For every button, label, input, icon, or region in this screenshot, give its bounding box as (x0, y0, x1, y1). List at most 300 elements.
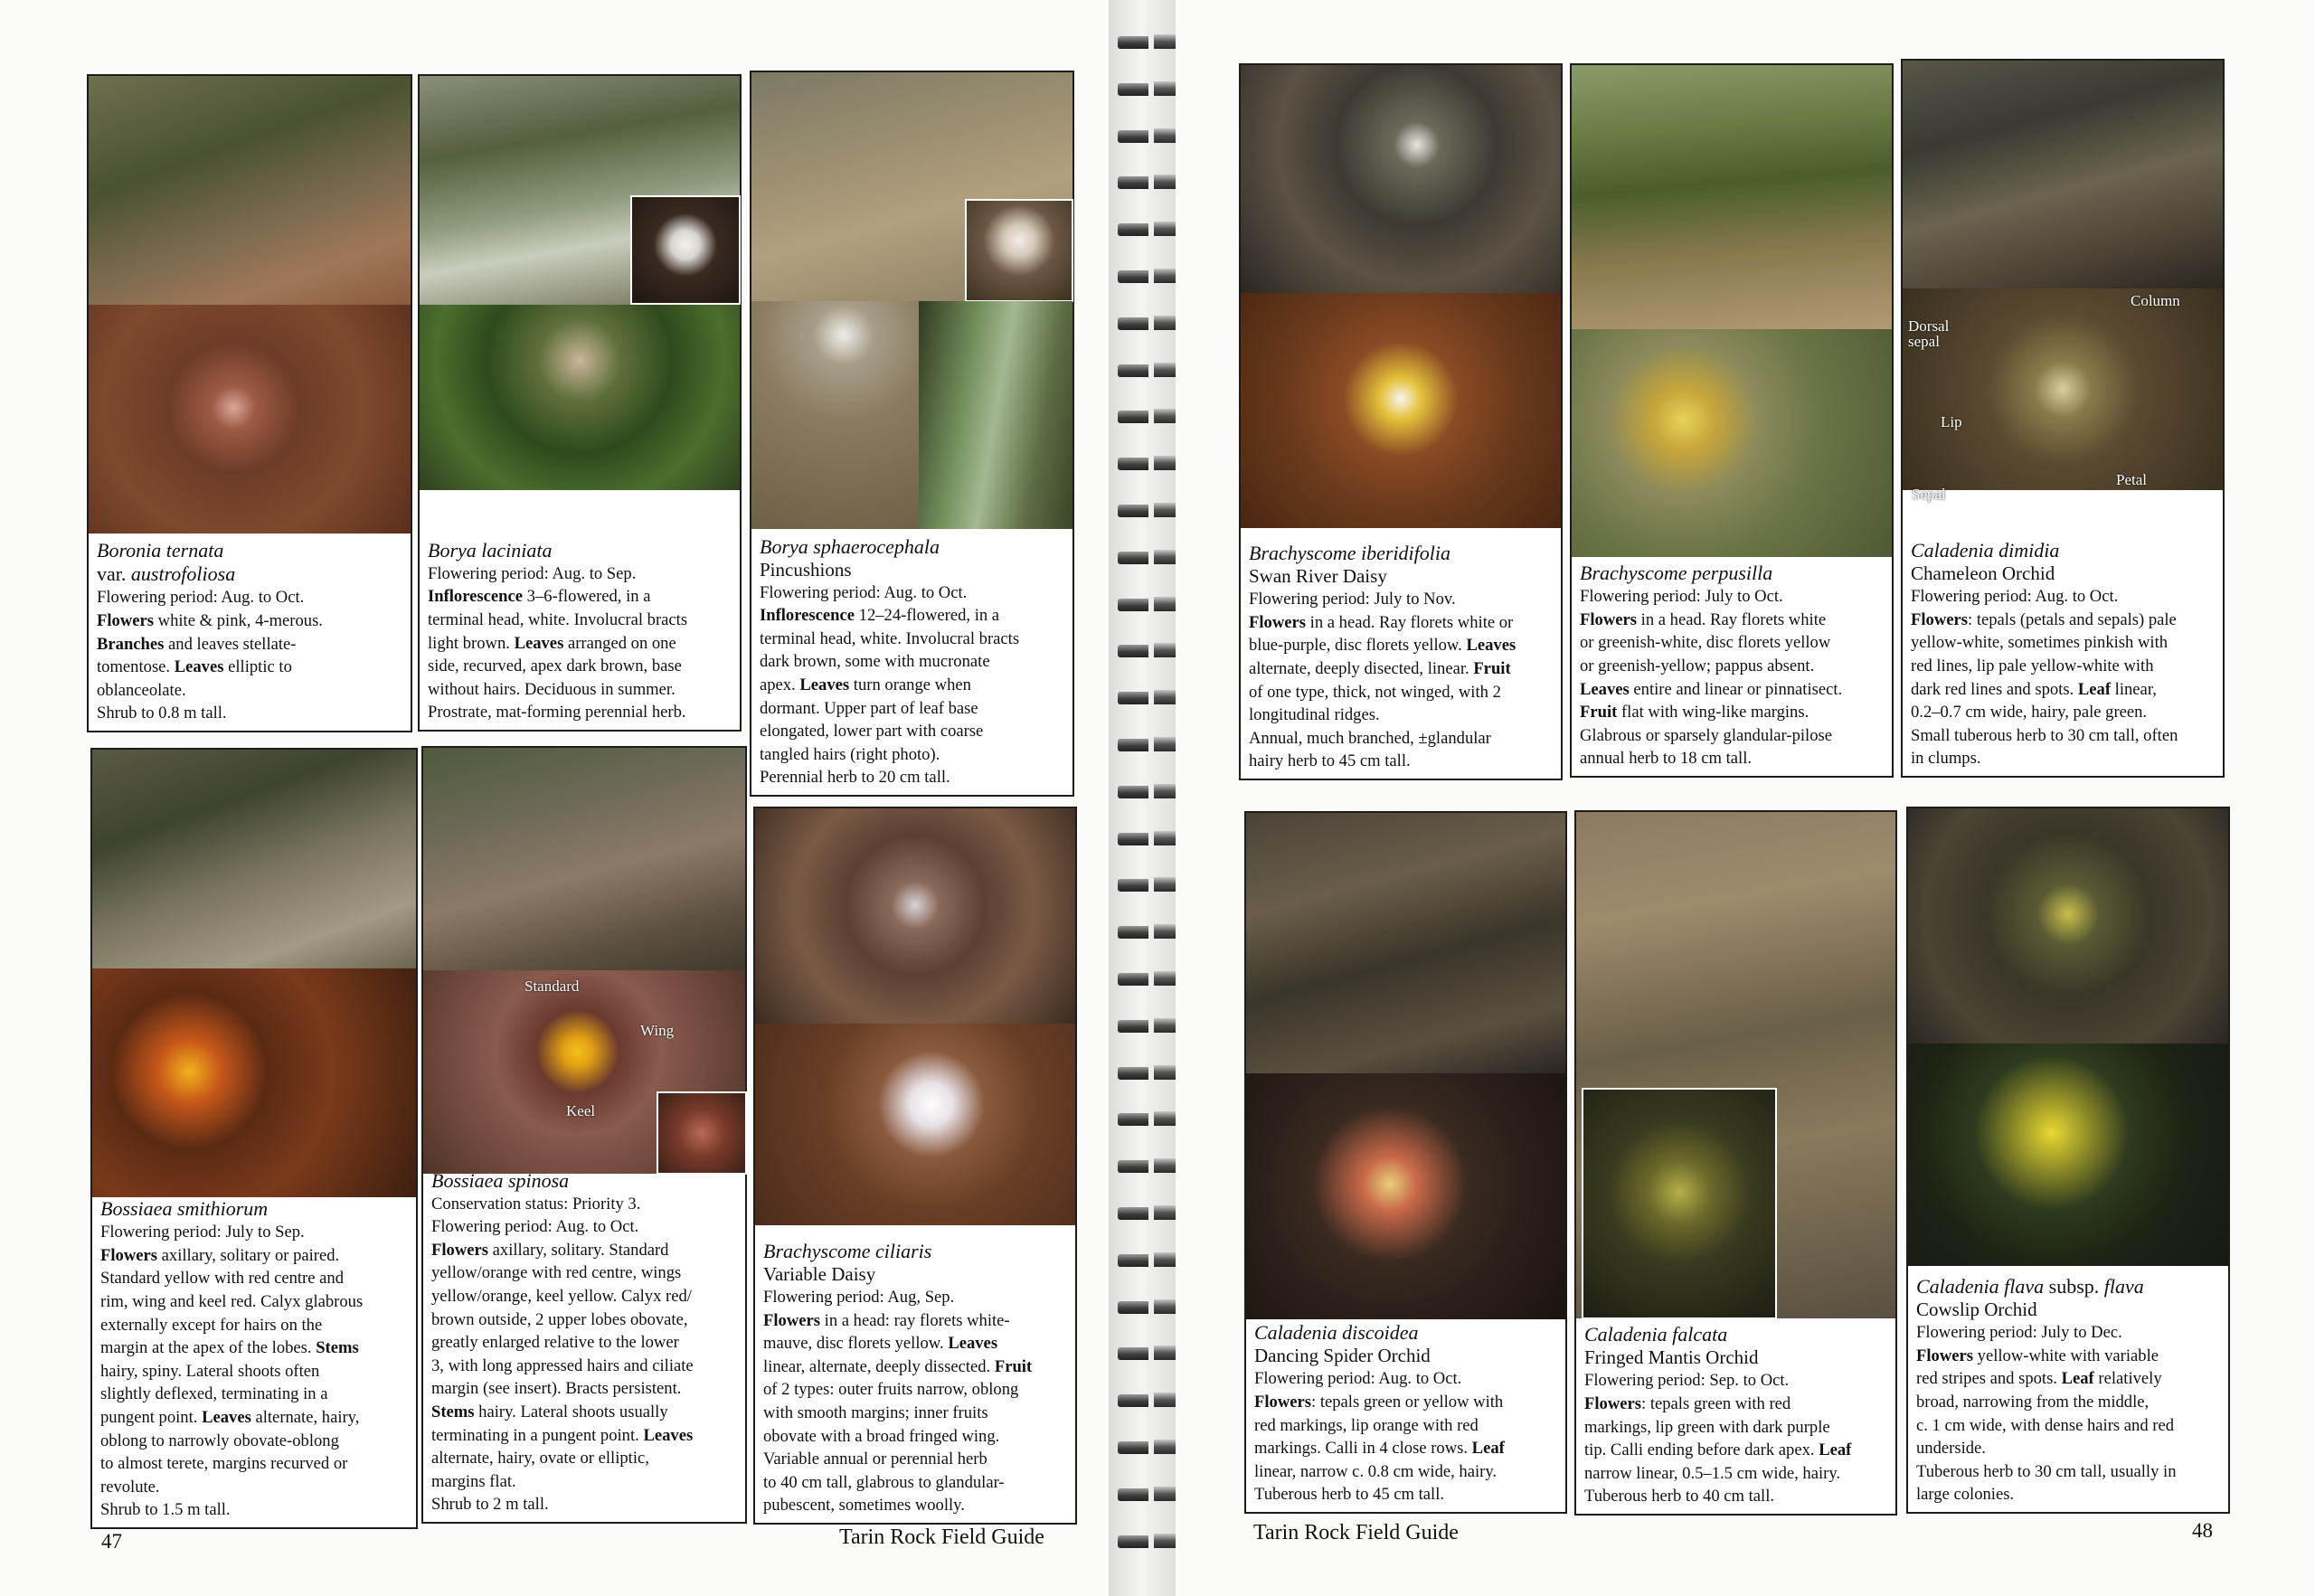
description-line (1916, 1483, 2221, 1506)
description-text: pubescent, sometimes woolly. (763, 1496, 965, 1516)
caption (751, 533, 1072, 795)
bold-term: Fruit (1473, 659, 1511, 679)
scientific-name: Brachyscome ciliaris (763, 1240, 932, 1263)
description-text: yellow-white, sometimes pinkish with (1911, 633, 2169, 653)
description-line (431, 1401, 738, 1424)
description-line (1911, 701, 2216, 724)
description-line (763, 1471, 1068, 1495)
species-entry-caladenia-dimidia (1901, 59, 2225, 778)
variety-name: austrofoliosa (130, 562, 236, 586)
bold-term: Flowers (97, 611, 154, 631)
species-name (1254, 1321, 1558, 1345)
species-name (763, 1240, 1068, 1263)
description-line (760, 766, 1065, 789)
page-footer: Tarin Rock Field Guide (839, 1525, 1044, 1549)
description-line (428, 609, 732, 632)
bold-term: Leaves (174, 657, 224, 677)
description-line (428, 701, 732, 724)
bold-term: Leaves (948, 1334, 998, 1354)
photo-label-keel: Keel (566, 1102, 596, 1119)
flower-inset-photo (965, 199, 1073, 302)
description-text: Flowering period: Aug. to Oct. (97, 588, 305, 608)
description-line (431, 1193, 738, 1216)
description-text: of one type, thick, not winged, with 2 (1249, 682, 1501, 702)
description-line (763, 1286, 1068, 1309)
description-text: in clumps. (1911, 749, 1981, 769)
description-text: externally except for hairs on the (100, 1315, 323, 1335)
description-text: revolute. (100, 1477, 160, 1497)
description-line (100, 1406, 409, 1430)
description-text: Prostrate, mat-forming perennial herb. (428, 703, 686, 722)
plant-photo (420, 305, 740, 490)
description-line (760, 581, 1065, 605)
bold-term: Fruit (1580, 703, 1618, 722)
description-line (1249, 588, 1554, 611)
description-line (1584, 1416, 1888, 1440)
description-text: to almost terete, margins recurved or (100, 1454, 348, 1474)
description-line (763, 1425, 1068, 1449)
description-line (1254, 1391, 1558, 1414)
description-text: Flowering period: Aug. to Oct. (1254, 1369, 1462, 1389)
description-text: Conservation status: Priority 3. (431, 1194, 641, 1214)
description-line (1916, 1391, 2221, 1414)
description-line (1249, 634, 1554, 657)
species-name (1584, 1323, 1888, 1346)
description-text: Shrub to 0.8 m tall. (97, 704, 227, 723)
right-page (1176, 0, 2315, 1596)
description-text: markings, lip green with dark purple (1584, 1417, 1830, 1437)
description-line (760, 720, 1065, 743)
description-text: Tuberous herb to 40 cm tall. (1584, 1487, 1775, 1506)
description-text: hairy herb to 45 cm tall. (1249, 751, 1411, 771)
species-entry-borya-laciniata (418, 74, 742, 732)
bold-term: Branches (97, 634, 165, 654)
description-text: : tepals green or yellow with (1311, 1393, 1504, 1412)
scientific-name: Brachyscome perpusilla (1580, 562, 1773, 585)
description-text: red markings, lip orange with red (1254, 1415, 1479, 1435)
description-text: pungent point. (100, 1408, 203, 1428)
description-line (97, 702, 403, 725)
description-line (97, 656, 403, 679)
description-line (1584, 1462, 1888, 1486)
description-text: Variable annual or perennial herb (763, 1450, 987, 1469)
description-text: tangled hairs (right photo). (760, 744, 940, 764)
flower-photo (1908, 1044, 2228, 1266)
species-name (1911, 539, 2216, 562)
description-line (760, 604, 1065, 628)
description-text: greatly enlarged relative to the lower (431, 1333, 679, 1353)
description-line (1254, 1483, 1558, 1506)
description-text: Flowering period: Aug. to Oct. (431, 1217, 639, 1237)
description-text: Flowering period: July to Nov. (1249, 590, 1456, 609)
description-text: with smooth margins; inner fruits (763, 1403, 988, 1423)
description-line (1916, 1345, 2221, 1368)
caption (1246, 1318, 1565, 1512)
description-line (431, 1470, 738, 1494)
description-text: obovate with a broad fringed wing. (763, 1426, 1000, 1446)
description-text: linear, alternate, deeply dissected. (763, 1356, 995, 1376)
description-line (1249, 704, 1554, 727)
description-line (1916, 1367, 2221, 1391)
bold-term: Flowers (431, 1240, 488, 1260)
common-name: Pincushions (760, 558, 852, 581)
description-text: yellow/orange, keel yellow. Calyx red/ (431, 1287, 692, 1307)
description-line (100, 1476, 409, 1499)
bold-term: Stems (431, 1402, 475, 1422)
description-text: entire and linear or pinnatisect. (1629, 679, 1843, 699)
caption (1576, 1320, 1895, 1514)
scientific-name: Borya laciniata (428, 538, 553, 562)
description-line (428, 562, 732, 586)
description-line (428, 632, 732, 656)
photo-label-petal: Petal (2116, 471, 2147, 488)
bold-term: Inflorescence (428, 587, 523, 607)
description-line (763, 1448, 1068, 1471)
description-line (1584, 1393, 1888, 1416)
bold-term: Flowers (1254, 1393, 1311, 1412)
description-text: Flowering period: July to Dec. (1916, 1323, 2122, 1343)
description-text: tomentose. (97, 657, 175, 677)
description-text: underside. (1916, 1439, 1986, 1459)
description-line (431, 1424, 738, 1448)
flower-photo (92, 968, 416, 1197)
description-text: Flowering period: Aug, Sep. (763, 1288, 955, 1308)
photo-label-column: Column (2131, 292, 2180, 309)
description-line (431, 1493, 738, 1516)
flower-photo (1246, 1073, 1565, 1319)
description-text: red stripes and spots. (1916, 1369, 2062, 1389)
description-text: terminal head, white. Involucral bracts (428, 610, 688, 630)
description-text: 12–24-flowered, in a (855, 606, 1000, 626)
description-text: alternate, hairy, ovate or elliptic, (431, 1449, 649, 1469)
species-entry-caladenia-discoidea (1244, 811, 1567, 1514)
description-text: margin at the apex of the lobes. (100, 1338, 317, 1358)
habitat-photo (1572, 65, 1892, 329)
description-line (1580, 724, 1885, 748)
variety-prefix: var. (97, 562, 127, 586)
description-line (100, 1360, 409, 1384)
bold-term: Leaves (202, 1408, 251, 1428)
description-text: Flowering period: July to Oct. (1580, 587, 1783, 607)
flower-photo (1241, 293, 1561, 528)
species-entry-brachyscome-iberidifolia (1239, 63, 1563, 780)
description-text: alternate, hairy, (250, 1408, 360, 1428)
description-line (97, 633, 403, 656)
description-line (431, 1239, 738, 1262)
description-line (428, 585, 732, 609)
species-name (1916, 1275, 2221, 1299)
description-text: narrow linear, 0.5–1.5 cm wide, hairy. (1584, 1463, 1841, 1483)
flower-photo (1572, 329, 1892, 557)
habitat-photo (92, 750, 416, 968)
description-text: or greenish-yellow; pappus absent. (1580, 656, 1815, 676)
bold-term: Stems (316, 1338, 359, 1358)
variety-line (97, 562, 403, 586)
description-line (100, 1290, 409, 1314)
description-line (431, 1355, 738, 1378)
bold-term: Leaves (1580, 679, 1630, 699)
scientific-name: Brachyscome iberidifolia (1249, 542, 1451, 565)
description-line (431, 1261, 738, 1285)
description-text: brown outside, 2 upper lobes obovate, (431, 1309, 688, 1329)
description-text: in a head: ray florets white- (820, 1310, 1010, 1330)
description-line (1580, 701, 1885, 724)
description-line (1254, 1367, 1558, 1391)
description-line (1580, 631, 1885, 655)
species-name (97, 539, 403, 562)
common-name: Variable Daisy (763, 1263, 876, 1286)
description-text: arranged on one (563, 633, 676, 653)
description-line (1911, 655, 2216, 678)
description-line (760, 628, 1065, 651)
species-name (100, 1197, 409, 1221)
description-line (1249, 750, 1554, 773)
description-text: turn orange when (849, 675, 971, 695)
description-line (1580, 678, 1885, 702)
description-line (763, 1355, 1068, 1379)
description-line (97, 609, 403, 633)
description-text: terminal head, white. Involucral bracts (760, 628, 1020, 648)
common-name: Swan River Daisy (1249, 565, 1387, 588)
description-text: oblong to narrowly obovate-oblong (100, 1431, 339, 1450)
description-text: blue-purple, disc florets yellow. (1249, 636, 1467, 656)
description-line (763, 1332, 1068, 1355)
description-line (763, 1378, 1068, 1402)
description-line (97, 679, 403, 703)
common-name: Dancing Spider Orchid (1254, 1345, 1431, 1367)
description-line (1584, 1439, 1888, 1462)
description-line (1249, 681, 1554, 704)
bold-term: Flowers (1584, 1394, 1641, 1414)
description-text: Flowering period: July to Sep. (100, 1223, 305, 1242)
description-line (431, 1308, 738, 1332)
species-name (431, 1169, 738, 1193)
description-text: broad, narrowing from the middle, (1916, 1393, 2150, 1412)
description-line (760, 743, 1065, 767)
description-text: side, recurved, apex dark brown, base (428, 656, 682, 676)
description-line (1584, 1369, 1888, 1393)
description-text: Shrub to 1.5 m tall. (100, 1500, 231, 1520)
description-line (100, 1244, 409, 1268)
bold-term: Leaf (1471, 1439, 1505, 1459)
description-line (1254, 1460, 1558, 1484)
description-line (763, 1402, 1068, 1425)
caption (1908, 1272, 2228, 1512)
description-line (1916, 1460, 2221, 1484)
flower-inset-photo (1582, 1088, 1777, 1319)
leaf-base-photo (919, 301, 1072, 529)
description-text: flat with wing-like margins. (1617, 703, 1809, 722)
caption (420, 536, 740, 730)
description-line (1911, 631, 2216, 655)
left-page (0, 0, 1153, 1596)
description-line (100, 1383, 409, 1406)
habitat-photo (423, 748, 745, 970)
description-text: apex. (760, 675, 800, 695)
description-text: rim, wing and keel red. Calyx glabrous (100, 1292, 364, 1312)
bold-term: Flowers (1916, 1346, 1973, 1365)
description-line (1254, 1414, 1558, 1438)
bold-term: Flowers (1580, 609, 1637, 629)
bold-term: Flowers (1911, 609, 1968, 629)
page-number: 47 (101, 1530, 122, 1553)
description-text: in a head. Ray florets white (1637, 609, 1827, 629)
description-line (1911, 724, 2216, 748)
species-entry-bossiaea-spinosa (421, 746, 747, 1524)
page-number: 48 (2192, 1519, 2213, 1542)
description-text: to 40 cm tall, glabrous to glandular- (763, 1472, 1005, 1492)
species-entry-borya-sphaerocephala (750, 71, 1074, 797)
photo-label-wing: Wing (640, 1022, 675, 1039)
habitat-photo (89, 76, 411, 305)
common-name: Cowslip Orchid (1916, 1299, 2037, 1321)
description-text: of 2 types: outer fruits narrow, oblong (763, 1380, 1019, 1400)
description-line (100, 1221, 409, 1244)
description-line (760, 674, 1065, 697)
description-text: : tepals green with red (1641, 1394, 1791, 1414)
description-text: markings. Calli in 4 close rows. (1254, 1439, 1472, 1459)
scientific-name: Caladenia falcata (1584, 1323, 1728, 1346)
description-line (1916, 1414, 2221, 1438)
description-line (1911, 585, 2216, 609)
species-entry-caladenia-falcata (1574, 810, 1897, 1516)
description-text: linear, (2111, 679, 2157, 699)
habitat-photo (1908, 808, 2228, 1044)
description-text: mauve, disc florets yellow. (763, 1334, 949, 1354)
species-entry-caladenia-flava (1906, 807, 2230, 1514)
species-name (1249, 542, 1554, 565)
description-text: Perennial herb to 20 cm tall. (760, 768, 950, 788)
description-text: and leaves stellate- (168, 634, 297, 654)
species-name (760, 535, 1065, 559)
bold-term: Flowers (763, 1310, 820, 1330)
description-text: annual herb to 18 cm tall. (1580, 749, 1753, 769)
scientific-name: Boronia ternata (97, 539, 224, 562)
description-text: without hairs. Deciduous in summer. (428, 679, 676, 699)
description-line (1249, 727, 1554, 751)
caption (423, 1166, 745, 1522)
description-text: Annual, much branched, ±glandular (1249, 728, 1491, 748)
flower-photo (89, 305, 411, 534)
description-text: 3–6-flowered, in a (523, 587, 651, 607)
description-line (1580, 585, 1885, 609)
species-name (428, 539, 732, 562)
description-text: : tepals (petals and sepals) pale (1968, 609, 2177, 629)
description-line (431, 1447, 738, 1470)
description-line (1911, 678, 2216, 702)
description-text: relatively (2093, 1369, 2162, 1389)
description-text: Flowering period: Aug. to Oct. (760, 582, 968, 602)
description-text: linear, narrow c. 0.8 cm wide, hairy. (1254, 1461, 1498, 1481)
species-entry-boronia-ternata (87, 74, 412, 732)
habitat-photo (1246, 813, 1565, 1073)
bold-term: Leaves (799, 675, 850, 695)
description-line (97, 586, 403, 609)
calyx-inset-photo (657, 1091, 747, 1175)
description-text: 0.2–0.7 cm wide, hairy, pale green. (1911, 703, 2148, 722)
description-line (1911, 609, 2216, 632)
description-line (1916, 1437, 2221, 1460)
species-entry-brachyscome-ciliaris (753, 807, 1077, 1525)
description-line (1584, 1485, 1888, 1508)
common-name: Chameleon Orchid (1911, 562, 2055, 585)
scientific-name: Bossiaea smithiorum (100, 1197, 269, 1221)
scientific-name: Borya sphaerocephala (760, 534, 940, 558)
description-line (431, 1285, 738, 1308)
description-text: yellow/orange with red centre, wings (431, 1263, 682, 1283)
description-text: slightly deflexed, terminating in a (100, 1384, 328, 1404)
description-line (431, 1331, 738, 1355)
bold-term: Leaf (2077, 679, 2112, 699)
bold-term: Leaf (2061, 1369, 2094, 1389)
description-line (100, 1336, 409, 1360)
bold-term: Leaves (1466, 636, 1517, 656)
bold-term: Flowers (100, 1245, 157, 1265)
scientific-name: Caladenia discoidea (1254, 1321, 1419, 1345)
description-line (100, 1314, 409, 1337)
description-text: dark brown, some with mucronate (760, 652, 990, 672)
caption (92, 1195, 416, 1527)
description-text: Flowering period: Aug. to Sep. (428, 563, 637, 583)
description-text: light brown. (428, 633, 515, 653)
description-text: Glabrous or sparsely glandular-pilose (1580, 725, 1832, 745)
page-footer: Tarin Rock Field Guide (1253, 1521, 1459, 1544)
description-text: margins flat. (431, 1471, 516, 1491)
caption (1903, 536, 2223, 776)
description-text: alternate, deeply disected, linear. (1249, 659, 1474, 679)
description-line (1580, 655, 1885, 678)
photo-label-standard: Standard (524, 977, 580, 995)
description-line (100, 1498, 409, 1522)
scientific-name: Caladenia flava (1916, 1275, 2045, 1299)
description-text: elongated, lower part with coarse (760, 722, 984, 741)
photo-label-dorsal-sepal: Dorsal sepal (1908, 317, 1950, 350)
flower-photo (755, 1024, 1075, 1225)
photo-label-lip: Lip (1941, 413, 1962, 430)
description-text: Tuberous herb to 30 cm tall, usually in (1916, 1461, 2177, 1481)
description-line (100, 1452, 409, 1476)
caption (1572, 559, 1892, 776)
description-line (1916, 1321, 2221, 1345)
description-text: dormant. Upper part of leaf base (760, 698, 978, 718)
description-line (431, 1215, 738, 1239)
description-text: hairy, spiny. Lateral shoots often (100, 1361, 320, 1381)
description-line (428, 678, 732, 702)
caption (1241, 539, 1561, 779)
description-text: 3, with long appressed hairs and ciliate (431, 1355, 694, 1375)
description-text: hairy. Lateral shoots usually (474, 1402, 668, 1422)
bold-term: Leaves (643, 1425, 694, 1445)
description-line (1249, 611, 1554, 635)
bold-term: Flowers (1249, 612, 1306, 632)
description-text: margin (see insert). Bracts persistent. (431, 1379, 682, 1399)
description-text: longitudinal ridges. (1249, 705, 1380, 725)
description-line (431, 1377, 738, 1401)
habitat-photo (1903, 61, 2223, 288)
description-text: axillary, solitary or paired. (157, 1245, 340, 1265)
description-line (763, 1309, 1068, 1333)
description-text: Tuberous herb to 45 cm tall. (1254, 1485, 1445, 1505)
subspecies-name: flava (2103, 1275, 2144, 1299)
description-text: Standard yellow with red centre and (100, 1269, 345, 1289)
species-entry-brachyscome-perpusilla (1570, 63, 1894, 778)
caption (89, 536, 411, 731)
species-name (1580, 562, 1885, 585)
description-line (100, 1430, 409, 1453)
description-text: large colonies. (1916, 1485, 2015, 1505)
description-line (1580, 609, 1885, 632)
habitat-photo (755, 808, 1075, 1024)
